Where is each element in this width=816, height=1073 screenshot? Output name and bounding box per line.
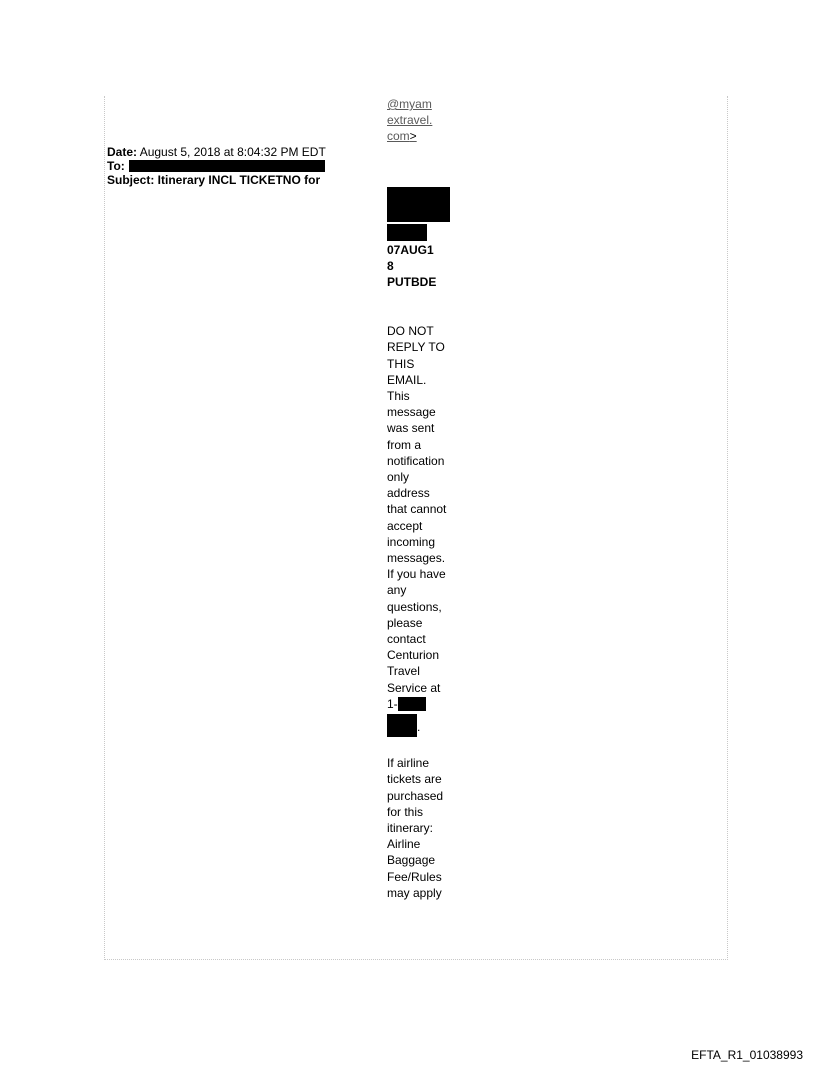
code-line-3: PUTBDE bbox=[387, 275, 437, 290]
code-line-2: 8 bbox=[387, 258, 394, 273]
subject-value: Itinerary INCL TICKETNO for bbox=[154, 173, 321, 187]
to-line bbox=[107, 159, 326, 173]
date-value: August 5, 2018 at 8:04:32 PM EDT bbox=[137, 145, 326, 159]
email-tail: > bbox=[409, 129, 417, 144]
document-id: EFTA_R1_01038993 bbox=[691, 1048, 803, 1062]
email-part-3: com bbox=[387, 129, 410, 144]
notice-end: . bbox=[417, 720, 421, 735]
email-part-1: @myam bbox=[387, 97, 432, 111]
phone-redaction-1 bbox=[398, 697, 426, 711]
subject-line bbox=[107, 173, 326, 187]
no-reply-notice bbox=[387, 323, 449, 737]
date-label: Date: bbox=[107, 145, 138, 159]
date-line bbox=[107, 145, 326, 159]
to-redaction bbox=[129, 160, 325, 172]
subject-label: Subject: bbox=[107, 173, 155, 187]
baggage-fee-notice: If airline tickets are purchased for this itinerary: Airline Baggage Fee/Rules may apply bbox=[387, 756, 444, 900]
email-part-2: extravel. bbox=[387, 113, 433, 128]
sender-email-link[interactable] bbox=[387, 96, 449, 145]
notice-text: DO NOT REPLY TO THIS EMAIL. This message was sent from a notification only address that cannot accept incoming messages. If you have any questions, please contact Centurion Travel Service at 1- bbox=[387, 324, 447, 711]
redaction-block-small bbox=[387, 224, 427, 241]
to-label: To: bbox=[107, 159, 125, 173]
itinerary-code bbox=[387, 242, 449, 291]
code-line-1: 07AUG1 bbox=[387, 242, 434, 257]
phone-redaction-2 bbox=[387, 714, 417, 737]
redaction-block-large bbox=[387, 187, 450, 222]
email-header bbox=[107, 145, 326, 187]
phone-redaction-line bbox=[387, 714, 449, 737]
message-column bbox=[387, 96, 449, 901]
